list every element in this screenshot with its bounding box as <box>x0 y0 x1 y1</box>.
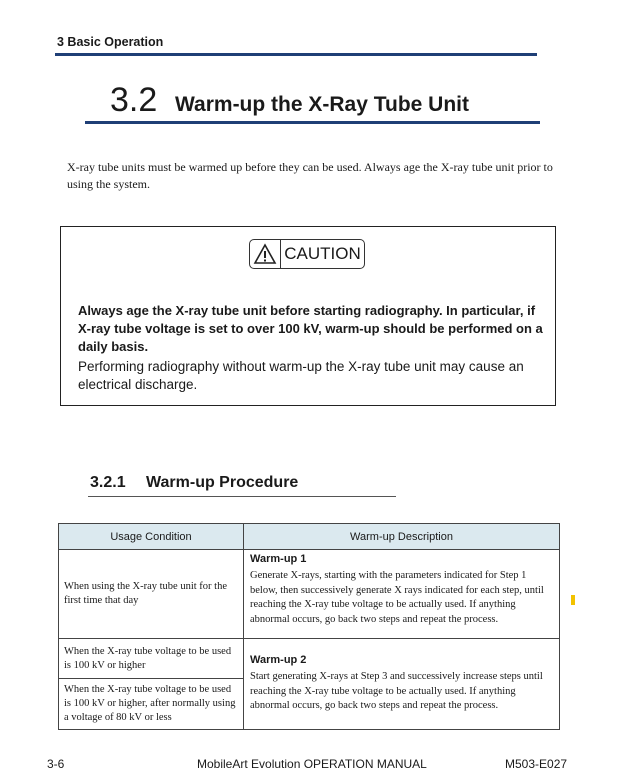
warmup-1-text: Generate X-rays, starting with the parameters indicated for Step 1 below, then successively generate X rays indicated for each step, until reaching the X-ray tube voltage to be actually used. If anything abnormal occurs, go back two steps and repeat the process. <box>250 570 544 625</box>
caution-label: CAUTION <box>284 244 361 263</box>
description-cell <box>244 550 560 639</box>
manual-title: MobileArt Evolution OPERATION MANUAL <box>197 757 427 771</box>
condition-cell: When using the X-ray tube unit for the first time that day <box>59 550 244 639</box>
warmup-table <box>58 523 560 730</box>
chapter-header: 3 Basic Operation <box>57 35 164 49</box>
column-header-usage-condition: Usage Condition <box>59 524 244 550</box>
caution-warning-text: Always age the X-ray tube unit before starting radiography. In particular, if X-ray tube voltage is set to over 100 kV, warm-up should be performed on a daily basis. <box>78 303 543 354</box>
section-title: Warm-up the X-Ray Tube Unit <box>175 93 469 116</box>
column-header-warmup-description: Warm-up Description <box>244 524 560 550</box>
warmup-2-title: Warm-up 2 <box>250 654 307 667</box>
page-number: 3-6 <box>47 757 65 771</box>
caution-badge <box>249 239 365 269</box>
subsection-title: Warm-up Procedure <box>146 474 299 491</box>
header-divider <box>55 53 537 56</box>
margin-highlight-mark <box>571 595 575 605</box>
warning-triangle-icon <box>250 240 281 268</box>
document-code: M503-E027 <box>505 757 568 771</box>
warmup-1-title: Warm-up 1 <box>250 553 307 565</box>
section-number: 3.2 <box>110 81 158 119</box>
title-divider <box>85 121 540 124</box>
subsection-number: 3.2.1 <box>90 474 126 491</box>
intro-paragraph: X-ray tube units must be warmed up before they can be used. Always age the X-ray tube unit prior to using the system. <box>67 160 553 191</box>
subsection-divider <box>88 496 396 497</box>
warmup-2-text: Start generating X-rays at Step 3 and successively increase steps until reaching the X-ray tube voltage to be actually used. If anything abnormal occurs, go back two steps and repeat the process. <box>250 671 543 712</box>
condition-cell: When the X-ray tube voltage to be used is 100 kV or higher, after normally using a voltage of 80 kV or less <box>59 679 244 730</box>
condition-cell: When the X-ray tube voltage to be used is 100 kV or higher <box>59 639 244 679</box>
caution-consequence-text: Performing radiography without warm-up the X-ray tube unit may cause an electrical discharge. <box>78 359 524 392</box>
description-cell <box>244 639 560 730</box>
